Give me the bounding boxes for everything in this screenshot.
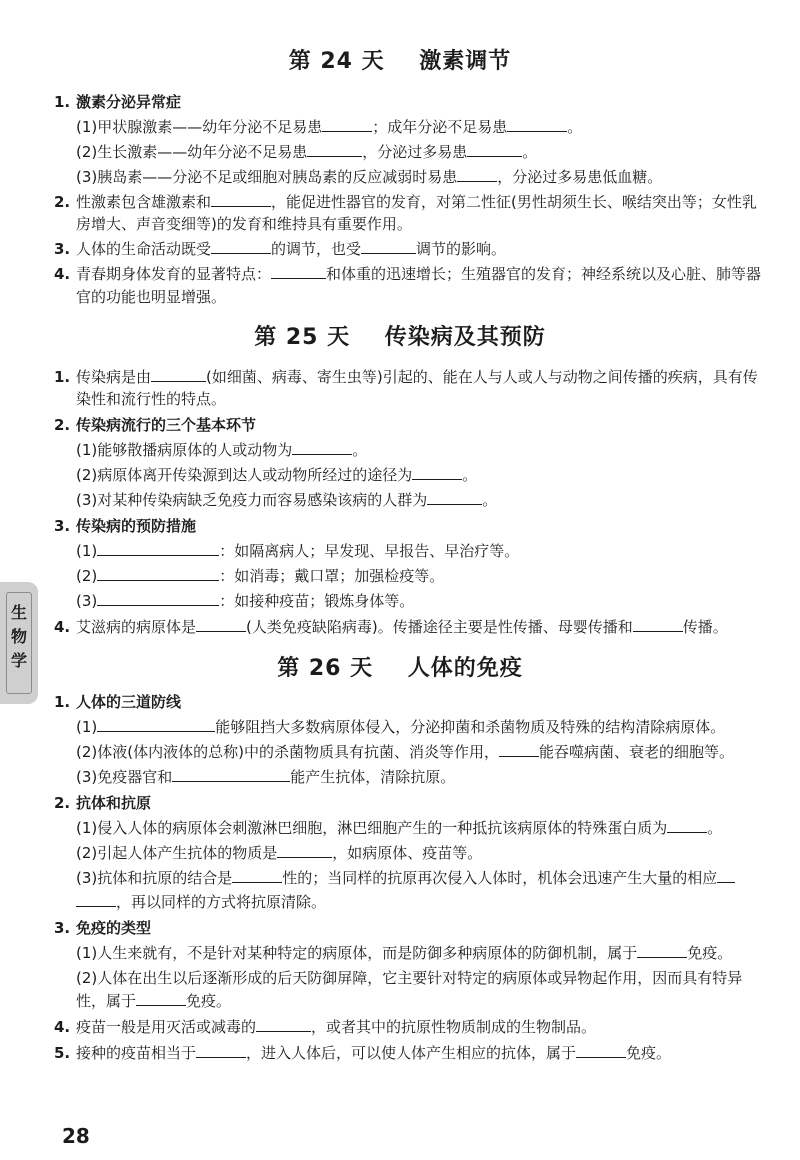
list-item: (1) 能够阻挡大多数病原体侵入，分泌抑菌和杀菌物质及特殊的结构清除病原体。: [76, 718, 726, 736]
answer-blank[interactable]: [277, 843, 332, 858]
subject-side-tab: [0, 582, 38, 704]
list-item: (2)体液(体内液体的总称)中的杀菌物质具有抗菌、消炎等作用， 能吞噬病菌、衰老的细胞等。: [76, 743, 734, 761]
list-item: (3)免疫器官和 能产生抗体，清除抗原。: [76, 768, 456, 786]
answer-blank[interactable]: [499, 742, 539, 757]
page-number: 28: [62, 1124, 90, 1148]
list-item: (1) ：如隔离病人；早发现、早报告、早治疗等。: [76, 542, 520, 560]
answer-blank[interactable]: [76, 892, 116, 907]
list-item: 1. 人体的三道防线: [54, 693, 182, 711]
list-item: ，再以同样的方式将抗原清除。: [76, 892, 326, 912]
list-item: 3. 传染病的预防措施: [54, 517, 197, 535]
answer-blank[interactable]: [633, 617, 683, 632]
list-item: 房增大、声音变细等)的发育和维持具有重要作用。: [76, 215, 412, 233]
list-item: 3. 免疫的类型: [54, 919, 152, 937]
list-item: (1)侵入人体的病原体会刺激淋巴细胞，淋巴细胞产生的一种抵抗该病原体的特殊蛋白质为 。: [76, 819, 723, 837]
answer-blank[interactable]: [172, 767, 290, 782]
list-item: (1)人生来就有，不是针对某种特定的病原体，而是防御多种病原体的防御机制，属于 免疫。: [76, 944, 733, 962]
answer-blank[interactable]: [322, 117, 372, 132]
answer-blank[interactable]: [467, 142, 522, 157]
answer-blank[interactable]: [307, 142, 362, 157]
answer-blank[interactable]: [97, 591, 219, 606]
answer-blank[interactable]: [97, 566, 219, 581]
list-item: 性，属于 免疫。: [76, 992, 232, 1010]
list-item: (2)病原体离开传染源到达人或动物所经过的途径为 。: [76, 466, 478, 484]
list-item: 2. 传染病流行的三个基本环节: [54, 416, 257, 434]
answer-blank[interactable]: [667, 818, 707, 833]
list-item: (1)甲状腺激素——幼年分泌不足易患 ；成年分泌不足易患 。: [76, 118, 583, 136]
list-item: 4. 青春期身体发育的显著特点： 和体重的迅速增长；生殖器官的发育；神经系统以及心脏、肺等器: [54, 265, 762, 283]
list-item: 3. 人体的生命活动既受 的调节，也受 调节的影响。: [54, 240, 507, 258]
list-item: 2. 抗体和抗原: [54, 794, 152, 812]
answer-blank[interactable]: [232, 868, 282, 883]
answer-blank[interactable]: [507, 117, 567, 132]
answer-blank[interactable]: [151, 367, 206, 382]
answer-blank[interactable]: [427, 490, 482, 505]
answer-blank[interactable]: [211, 239, 271, 254]
list-item: (3)胰岛素——分泌不足或细胞对胰岛素的反应减弱时易患 ，分泌过多易患低血糖。: [76, 168, 663, 186]
answer-blank[interactable]: [256, 1017, 311, 1032]
answer-blank[interactable]: [136, 991, 186, 1006]
list-item: (2)生长激素——幼年分泌不足易患 ，分泌过多易患 。: [76, 143, 538, 161]
list-item: 1. 激素分泌异常症: [54, 93, 182, 111]
section-heading-day25: 第 25 天 传染病及其预防: [254, 325, 546, 350]
list-item: 染性和流行性的特点。: [76, 390, 227, 408]
side-tab-frame: [6, 592, 32, 694]
list-item: 5. 接种的疫苗相当于 ，进入人体后，可以使人体产生相应的抗体，属于 免疫。: [54, 1044, 672, 1062]
answer-blank[interactable]: [271, 264, 326, 279]
list-item: 2. 性激素包含雄激素和 ，能促进性器官的发育，对第二性征(男性胡须生长、喉结突出等；女性乳: [54, 193, 757, 211]
list-item: (2) ：如消毒；戴口罩；加强检疫等。: [76, 567, 445, 585]
answer-blank[interactable]: [196, 617, 246, 632]
list-item: 1. 传染病是由 (如细菌、病毒、寄生虫等)引起的、能在人与人或人与动物之间传播的疾病，具有传: [54, 368, 758, 386]
list-item: (3)对某种传染病缺乏免疫力而容易感染该病的人群为 。: [76, 491, 498, 509]
list-item: (1)能够散播病原体的人或动物为 。: [76, 441, 368, 459]
list-item: (2)人体在出生以后逐渐形成的后天防御屏障，它主要针对特定的病原体或异物起作用，因而具有特异: [76, 969, 743, 987]
list-item: (2)引起人体产生抗体的物质是 ，如病原体、疫苗等。: [76, 844, 483, 862]
answer-blank[interactable]: [576, 1043, 626, 1058]
answer-blank[interactable]: [97, 717, 215, 732]
list-item: (3)抗体和抗原的结合是 性的；当同样的抗原再次侵入人体时，机体会迅速产生大量的相应: [76, 868, 735, 888]
answer-blank[interactable]: [637, 943, 687, 958]
list-item: 4. 艾滋病的病原体是 (人类免疫缺陷病毒)。传播途径主要是性传播、母婴传播和 传播。: [54, 618, 728, 636]
answer-blank[interactable]: [97, 541, 219, 556]
answer-blank[interactable]: [717, 868, 735, 883]
answer-blank[interactable]: [292, 440, 352, 455]
side-tab-label: 生物学: [10, 603, 27, 670]
section-heading-day26: 第 26 天 人体的免疫: [277, 656, 523, 681]
list-item: (3) ：如接种疫苗；锻炼身体等。: [76, 592, 415, 610]
list-item: 4. 疫苗一般是用灭活或减毒的 ，或者其中的抗原性物质制成的生物制品。: [54, 1018, 597, 1036]
answer-blank[interactable]: [211, 192, 271, 207]
section-heading-day24: 第 24 天 激素调节: [288, 49, 512, 74]
answer-blank[interactable]: [361, 239, 416, 254]
answer-blank[interactable]: [412, 465, 462, 480]
list-item: 官的功能也明显增强。: [76, 288, 227, 306]
answer-blank[interactable]: [457, 167, 497, 182]
answer-blank[interactable]: [196, 1043, 246, 1058]
